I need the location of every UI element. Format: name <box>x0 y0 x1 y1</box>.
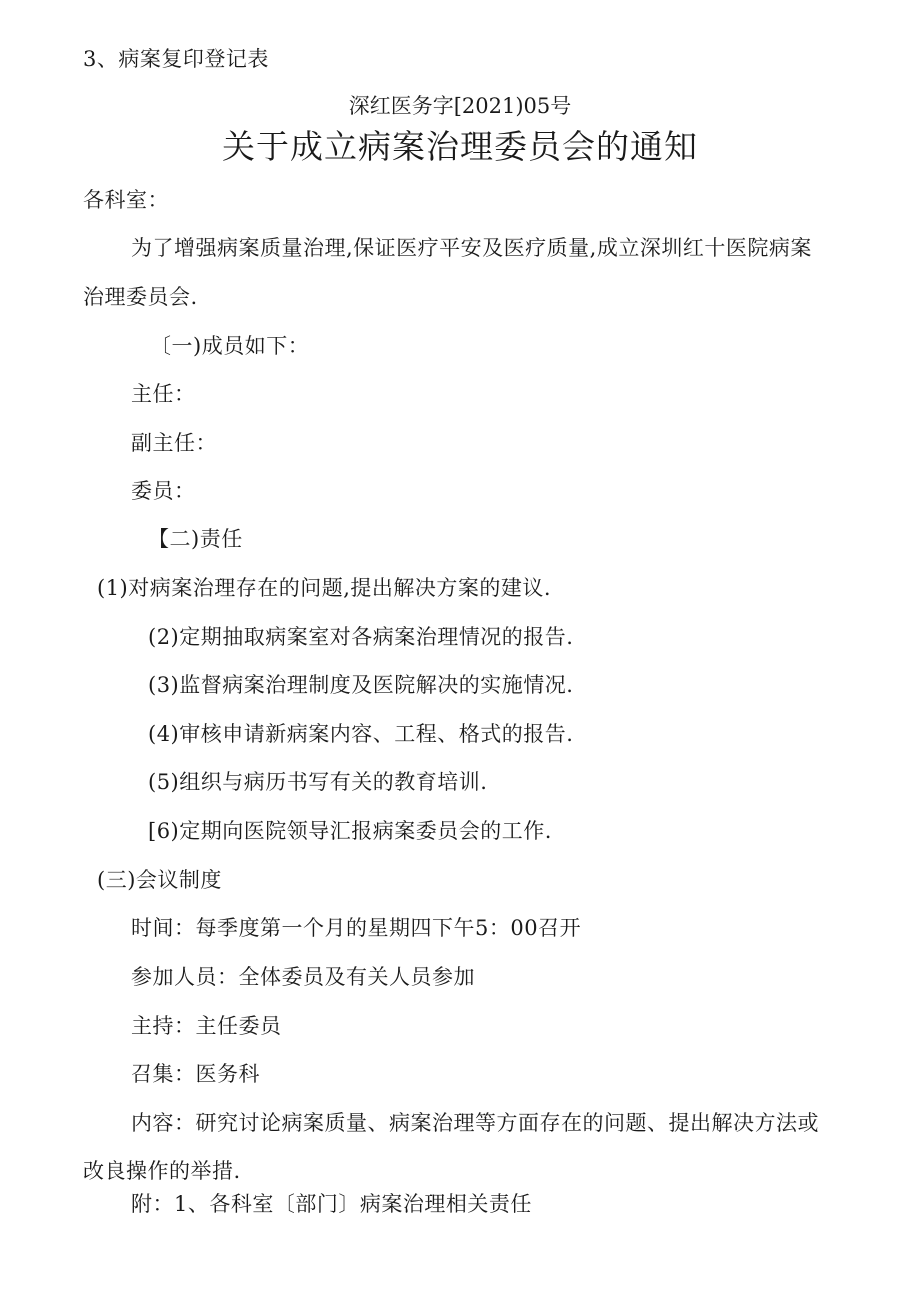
meeting-host: 主持：主任委员 <box>131 1014 282 1038</box>
director-label: 主任： <box>131 382 196 406</box>
meeting-convener: 召集：医务科 <box>131 1062 260 1086</box>
committee-members-label: 委员： <box>131 479 196 503</box>
document-number: 深红医务字[2021)05号 <box>348 94 572 118</box>
intro-paragraph-line-1: 为了增强病案质量治理,保证医疗平安及医疗质量,成立深圳红十医院病案 <box>131 236 812 260</box>
meetings-heading: (三)会议制度 <box>97 868 222 892</box>
addressee: 各科室： <box>83 188 169 212</box>
duty-item: (2)定期抽取病案室对各病案治理情况的报告. <box>148 625 574 649</box>
duty-item: (4)审核申请新病案内容、工程、格式的报告. <box>148 722 574 746</box>
meeting-content-line-1: 内容：研究讨论病案质量、病案治理等方面存在的问题、提出解决方法或 <box>131 1111 819 1135</box>
header-note: 3、病案复印登记表 <box>83 47 269 71</box>
duty-item: [6)定期向医院领导汇报病案委员会的工作. <box>148 819 552 843</box>
duties-heading: 【二)责任 <box>148 527 243 551</box>
duty-item: (5)组织与病历书写有关的教育培训. <box>148 770 488 794</box>
meeting-attendees: 参加人员：全体委员及有关人员参加 <box>131 965 475 989</box>
duty-item: (3)监督病案治理制度及医院解决的实施情况. <box>148 673 574 697</box>
attachment-note: 附：1、各科室〔部门〕病案治理相关责任 <box>131 1192 532 1216</box>
meeting-content-line-2: 改良操作的举措. <box>83 1159 241 1183</box>
meeting-time: 时间：每季度第一个月的星期四下午5：00召开 <box>131 916 582 940</box>
page-title: 关于成立病案治理委员会的通知 <box>222 127 698 166</box>
deputy-director-label: 副主任： <box>131 431 217 455</box>
duty-item: (1)对病案治理存在的问题,提出解决方案的建议. <box>97 576 552 600</box>
members-heading: 〔一)成员如下： <box>150 334 310 358</box>
intro-paragraph-line-2: 治理委员会. <box>83 285 198 309</box>
